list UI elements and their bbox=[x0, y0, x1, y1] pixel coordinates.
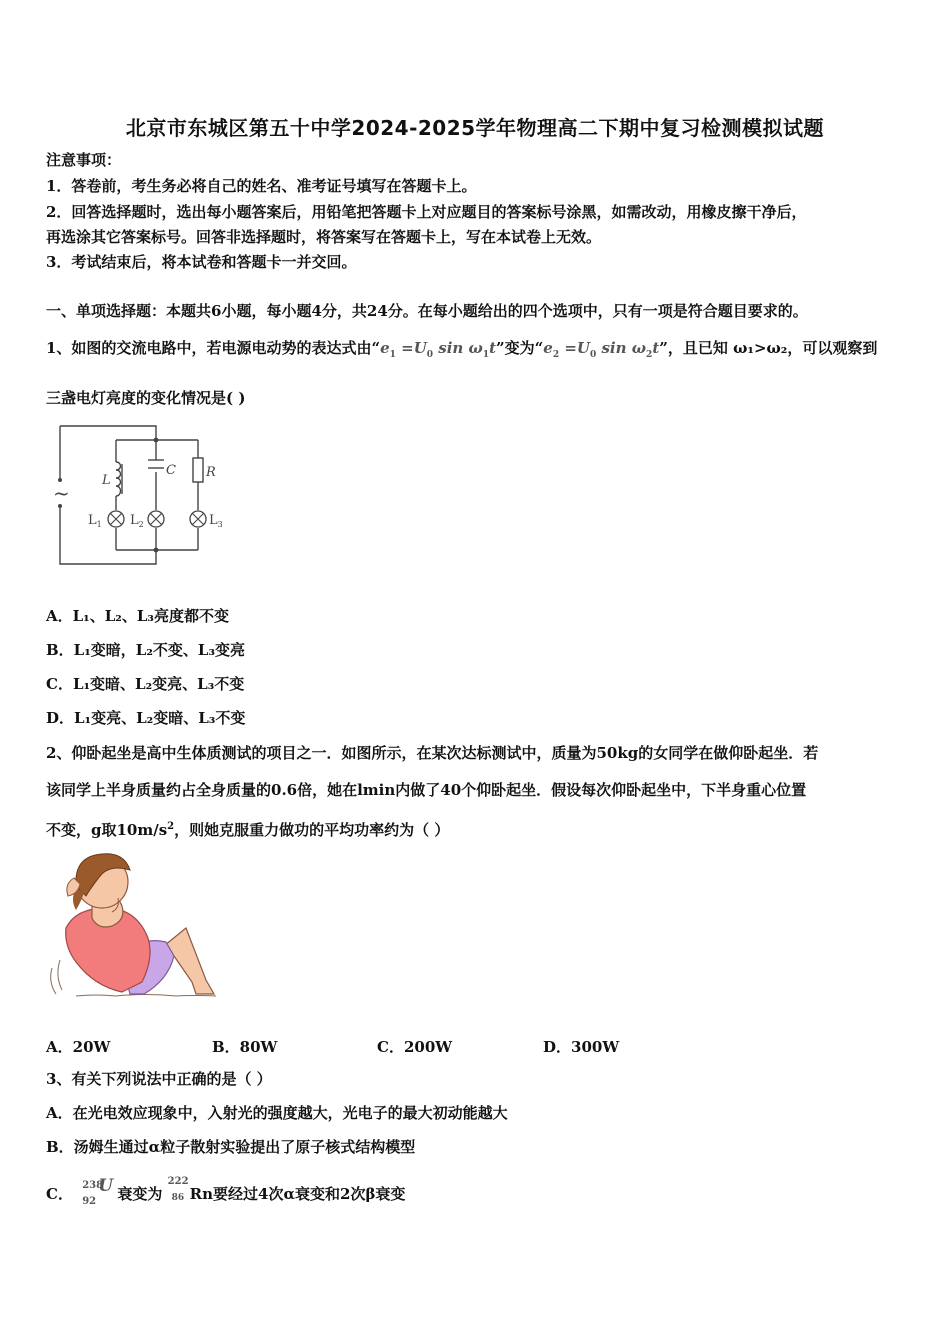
lamp-l1-label: $L_1$ bbox=[88, 513, 102, 529]
notice-item-3: 3．考试结束后，将本试卷和答题卡一并交回。 bbox=[46, 253, 357, 271]
ac-source-symbol: ~ bbox=[53, 481, 70, 505]
q1-stem-line2: 三盏电灯亮度的变化情况是( ) bbox=[46, 389, 246, 407]
notice-item-1: 1．答卷前，考生务必将自己的姓名、准考证号填写在答题卡上。 bbox=[46, 177, 477, 195]
q1-formula-2: $e_2 =U_0$ $\sin \omega_2t$ bbox=[543, 339, 660, 360]
notice-heading: 注意事项： bbox=[46, 151, 122, 169]
radon-nuclide: 222 86 bbox=[167, 1176, 189, 1203]
notice-item-2: 2．回答选择题时，选出每小题答案后，用铅笔把答题卡上对应题目的答案标号涂黑，如需改动，用橡皮擦干净后， bbox=[46, 203, 807, 221]
q1-stem bbox=[46, 338, 877, 365]
notice-item-2-cont: 再选涂其它答案标号。回答非选择题时，将答案写在答题卡上，写在本试卷上无效。 bbox=[46, 228, 602, 246]
q1-formula-1: $e_1 =U_0$ $\sin \omega_1t$ bbox=[380, 339, 497, 360]
q2-stem-line3: 不变，g取$10m/s^2$，则她克服重力做功的平均功率约为（ ） bbox=[46, 821, 450, 839]
circuit-diagram bbox=[46, 418, 236, 568]
q2-stem-line2: 该同学上半身质量约占全身质量的0.6倍，她在lmin内做了40个仰卧起坐．假设每次仰卧起坐中，下半身重心位置 bbox=[46, 781, 807, 799]
q1-text-2: ”变为“ bbox=[496, 339, 544, 357]
situp-illustration bbox=[46, 848, 224, 1004]
q1-option-a: A．L₁、L₂、L₃亮度都不变 bbox=[46, 607, 229, 625]
q1-option-c: C．L₁变暗、L₂变亮、L₃不变 bbox=[46, 675, 245, 693]
capacitor-label: C bbox=[166, 463, 176, 478]
q1-option-b: B．L₁变暗，L₂不变、L₃变亮 bbox=[46, 641, 246, 659]
lamp-l3-label: $L_3$ bbox=[209, 513, 223, 529]
q2-option-a: A．20W bbox=[46, 1038, 111, 1056]
q1-text-3: ”，且已知 ω₁>ω₂，可以观察到 bbox=[659, 339, 878, 357]
q2-option-c: C．200W bbox=[377, 1038, 453, 1056]
q3-option-c: C． 238 92 U 衰变为 222 86 Rn要经过4次α衰变和2次β衰变 bbox=[46, 1180, 405, 1210]
q3-stem: 3、有关下列说法中正确的是（ ） bbox=[46, 1070, 272, 1088]
q2-option-b: B．80W bbox=[212, 1038, 278, 1056]
q2-option-d: D．300W bbox=[543, 1038, 620, 1056]
q3-option-b: B．汤姆生通过α粒子散射实验提出了原子核式结构模型 bbox=[46, 1138, 416, 1156]
resistor-label: R bbox=[206, 465, 216, 480]
q1-text-1: 1、如图的交流电路中，若电源电动势的表达式由“ bbox=[46, 339, 381, 357]
q3-option-a: A．在光电效应现象中，入射光的强度越大，光电子的最大初动能越大 bbox=[46, 1104, 508, 1122]
q1-option-d: D．L₁变亮、L₂变暗、L₃不变 bbox=[46, 709, 246, 727]
uranium-nuclide: 238 92 U bbox=[82, 1176, 114, 1207]
lamp-l2-label: $L_2$ bbox=[130, 513, 144, 529]
inductor-label: L bbox=[102, 473, 111, 488]
section-heading: 一、单项选择题：本题共6小题，每小题4分，共24分。在每小题给出的四个选项中，只有一项是符合题目要求的。 bbox=[46, 302, 808, 320]
page-title: 北京市东城区第五十中学2024-2025学年物理高二下期中复习检测模拟试题 bbox=[125, 116, 825, 140]
q2-stem-line1: 2、仰卧起坐是高中生体质测试的项目之一．如图所示，在某次达标测试中，质量为50kg的女同学在做仰卧起坐．若 bbox=[46, 744, 819, 762]
